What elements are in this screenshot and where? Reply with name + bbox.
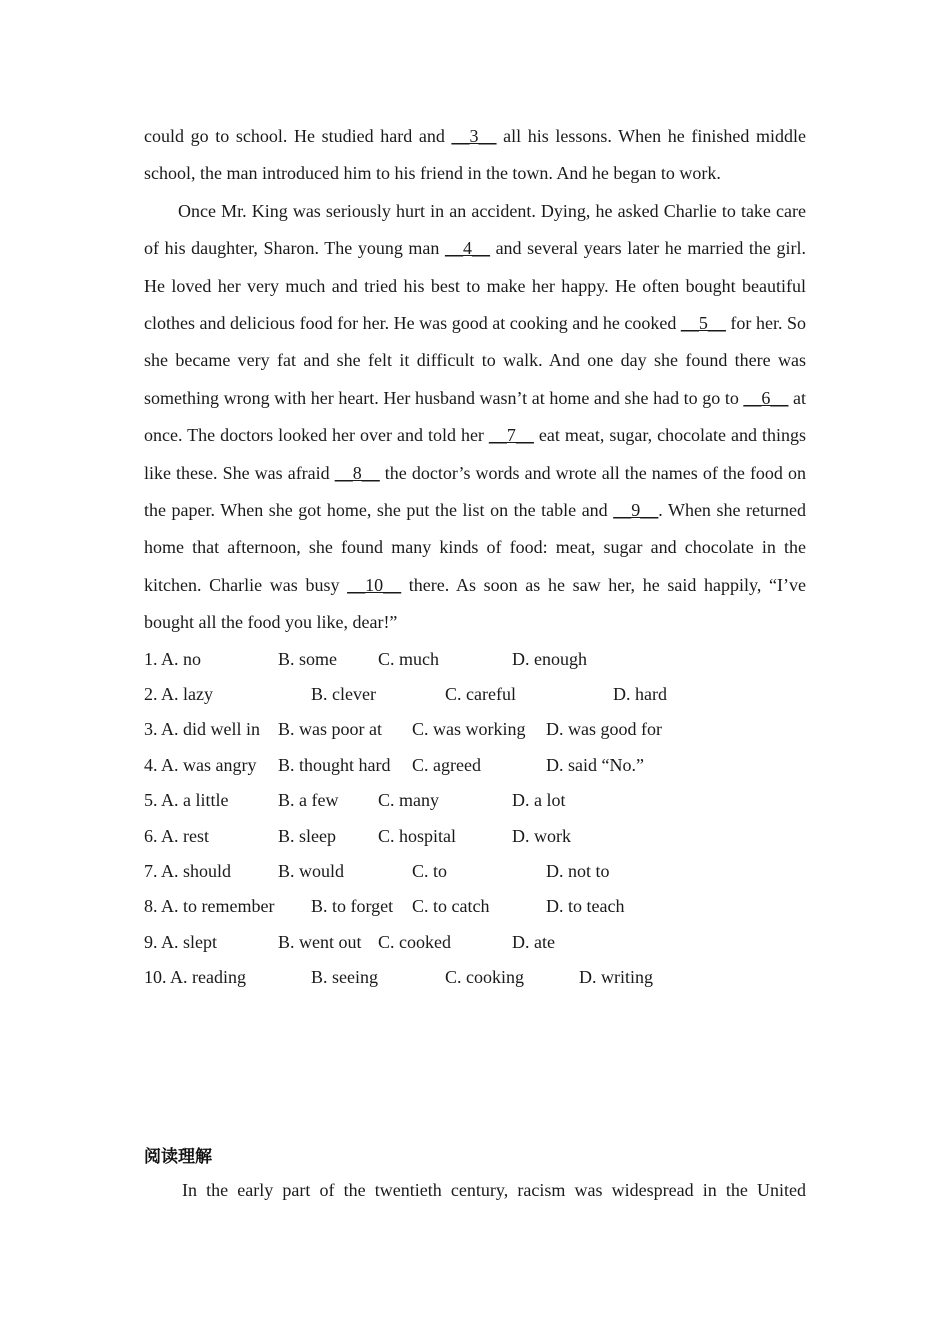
- option-c: C. cooking: [445, 967, 524, 988]
- option-c: C. was working: [412, 719, 526, 740]
- question-row-10: [144, 960, 806, 995]
- option-c: C. hospital: [378, 825, 457, 846]
- question-row-3: [144, 712, 806, 747]
- option-b: B. sleep: [278, 825, 336, 846]
- option-a: 8. A. to remember: [144, 896, 275, 917]
- passage-text: . When she returned home that afternoon, she found many kinds of food: meat, sugar and chocolate in the kitchen. Charlie was busy: [144, 500, 806, 595]
- question-row-1: [144, 642, 806, 677]
- option-c: C. careful: [445, 684, 516, 705]
- passage-text: could go to school. He studied hard and: [144, 126, 452, 146]
- option-d: D. a lot: [512, 790, 566, 811]
- option-d: D. to teach: [546, 896, 625, 917]
- option-a: 5. A. a little: [144, 790, 229, 811]
- question-row-7: [144, 854, 806, 889]
- option-a: 1. A. no: [144, 648, 202, 669]
- reading-intro: In the early part of the twentieth century, racism was widespread in the United: [182, 1180, 806, 1200]
- option-b: B. would: [278, 861, 345, 882]
- passage-text: there. As soon as he saw her, he said happily, “I’ve bought all the food you like, dear!”: [144, 574, 806, 633]
- question-row-8: [144, 889, 806, 924]
- option-d: D. was good for: [546, 719, 662, 740]
- option-d: D. enough: [512, 648, 587, 669]
- option-a: 4. A. was angry: [144, 754, 257, 775]
- option-c: C. agreed: [412, 754, 481, 775]
- option-b: B. a few: [278, 790, 339, 811]
- option-b: B. went out: [278, 931, 362, 952]
- passage-paragraph-2: [144, 193, 806, 642]
- blank-8: __8__: [334, 462, 380, 483]
- option-d: D. writing: [579, 967, 653, 988]
- passage-text: all his lessons. When he finished middle school, the man introduced him to his friend in the town. And he began to work.: [144, 126, 806, 184]
- option-a: 3. A. did well in: [144, 719, 260, 740]
- passage-text: at once. The doctors looked her over and told her: [144, 387, 806, 446]
- option-b: B. clever: [311, 684, 376, 705]
- option-c: C. to catch: [412, 896, 490, 917]
- option-b: B. thought hard: [278, 754, 391, 775]
- question-options: [144, 642, 806, 996]
- question-row-9: [144, 925, 806, 960]
- passage-text: and several years later he married the girl. He loved her very much and tried his best to make her happy. He often bought beautiful clothes and delicious food for her. He was good at cooking and he cooked: [144, 238, 806, 334]
- passage-text: eat meat, sugar, chocolate and things like these. She was afraid: [144, 425, 807, 483]
- blank-9: __9__: [613, 500, 659, 521]
- option-d: D. said “No.”: [546, 754, 644, 775]
- option-b: B. to forget: [311, 896, 394, 917]
- option-d: D. ate: [512, 931, 555, 952]
- blank-5: __5__: [680, 313, 726, 334]
- option-a: 6. A. rest: [144, 825, 209, 846]
- section-title: 阅读理解: [144, 1147, 212, 1167]
- question-row-4: [144, 748, 806, 783]
- passage-text: Once Mr. King was seriously hurt in an accident. Dying, he asked Charlie to take care of his daughter, Sharon. The young man: [144, 200, 806, 259]
- option-a: 9. A. slept: [144, 931, 218, 952]
- option-b: B. seeing: [311, 967, 378, 988]
- blank-7: __7__: [488, 425, 534, 446]
- option-a: 2. A. lazy: [144, 684, 213, 705]
- option-c: C. much: [378, 648, 439, 669]
- option-d: D. work: [512, 825, 571, 846]
- passage-paragraph-1: [144, 118, 806, 193]
- option-c: C. to: [412, 861, 448, 882]
- blank-10: __10__: [347, 574, 402, 595]
- option-b: B. was poor at: [278, 719, 382, 740]
- option-d: D. hard: [613, 684, 667, 705]
- question-row-2: [144, 677, 806, 712]
- option-c: C. many: [378, 790, 439, 811]
- blank-6: __6__: [743, 387, 789, 408]
- option-d: D. not to: [546, 861, 610, 882]
- passage-text: the doctor’s words and wrote all the names of the food on the paper. When she got home, she put the list on the table and: [144, 462, 806, 521]
- option-a: 7. A. should: [144, 861, 232, 882]
- cloze-passage: [144, 118, 806, 996]
- passage-text: for her. So she became very fat and she felt it difficult to walk. And one day she found there was something wrong with her heart. Her husband wasn’t at home and she had to go to: [144, 313, 806, 408]
- option-c: C. cooked: [378, 931, 451, 952]
- question-row-6: [144, 819, 806, 854]
- blank-4: __4__: [444, 238, 490, 259]
- question-row-5: [144, 783, 806, 818]
- option-b: B. some: [278, 648, 338, 669]
- option-a: 10. A. reading: [144, 967, 246, 988]
- blank-3: __3__: [451, 126, 497, 146]
